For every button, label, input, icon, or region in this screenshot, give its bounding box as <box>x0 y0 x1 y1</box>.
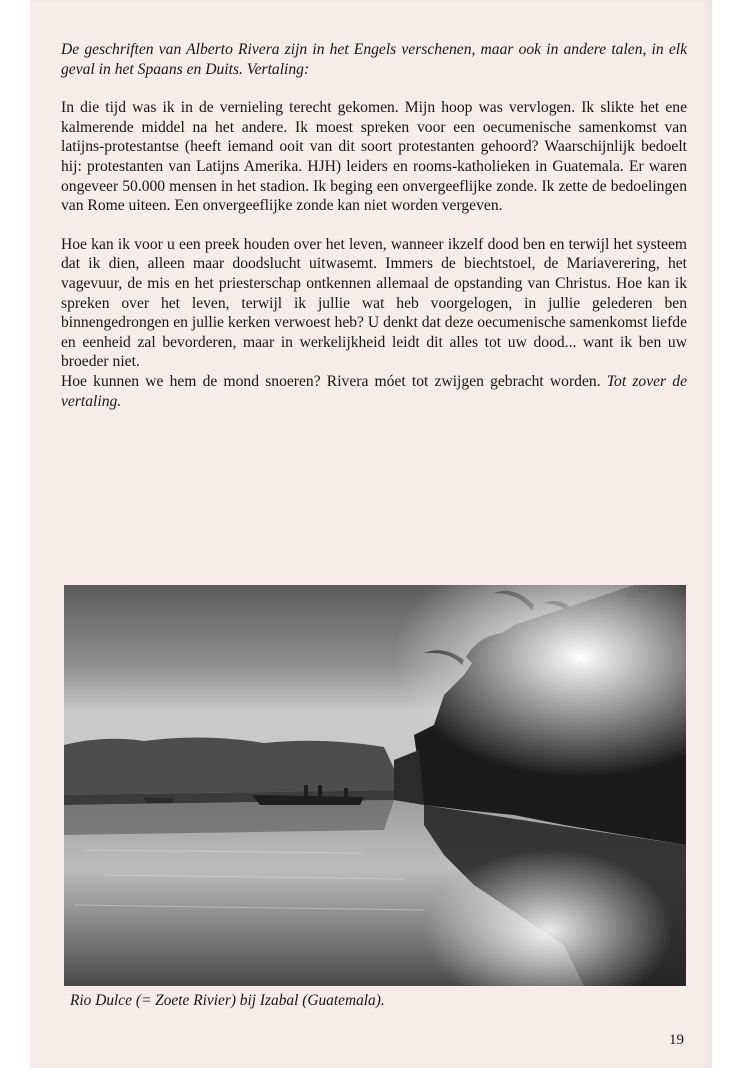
page-number: 19 <box>669 1032 684 1048</box>
paragraph-3 <box>61 372 687 411</box>
river-photo-illustration <box>64 585 686 986</box>
intro-paragraph: De geschriften van Alberto Rivera zijn in het Engels verschenen, maar ook in andere talen, in elk geval in het Spaans en Duits. Vertaling: <box>61 41 687 78</box>
paragraph-3-text: Hoe kunnen we hem de mond snoeren? Rivera móet tot zwijgen gebracht worden. <box>61 372 601 390</box>
river-photo <box>64 585 686 986</box>
paragraph-2: Hoe kan ik voor u een preek houden over het leven, wanneer ikzelf dood ben en terwijl het systeem dat ik dien, alleen maar doodslucht uitwasemt. Immers de biechtstoel, de Mariaverering, het vagevuur, de mis en het priesterschap ontkennen allemaal de opstanding van Christus. Hoe kan ik spreken over het leven, terwijl ik jullie wat heb voorgelogen, in jullie gelederen ben binnengedrongen en jullie kerken verwoest heb? U denkt dat deze oecumenische samenkomst liefde en eenheid zal bevorderen, maar in werkelijkheid leidt dit alles tot uw dood... want ik ben uw broeder niet. <box>61 235 687 371</box>
photo-caption: Rio Dulce (= Zoete Rivier) bij Izabal (Guatemala). <box>70 992 385 1009</box>
paragraph-3-end: Tot zover de vertaling. <box>61 372 687 410</box>
paragraph-1: In die tijd was ik in de vernieling terecht gekomen. Mijn hoop was vervlogen. Ik slikte het ene kalmerende middel na het andere. Ik moest spreken voor een oecumenische samenkomst van latijns-protestantse (heeft iemand ooit van dit soort protestanten gehoord? Waarschijnlijk bedoelt hij: protestanten van Latijns Amerika. HJH) leiders en rooms-katholieken in Guatemala. Er waren ongeveer 50.000 mensen in het stadion. Ik beging een onvergeeflijke zonde. Ik zette de bedoelingen van Rome uiteen. Een onvergeeflijke zonde kan niet worden vergeven. <box>61 99 687 215</box>
book-page <box>30 0 712 1068</box>
body-text <box>61 40 687 411</box>
